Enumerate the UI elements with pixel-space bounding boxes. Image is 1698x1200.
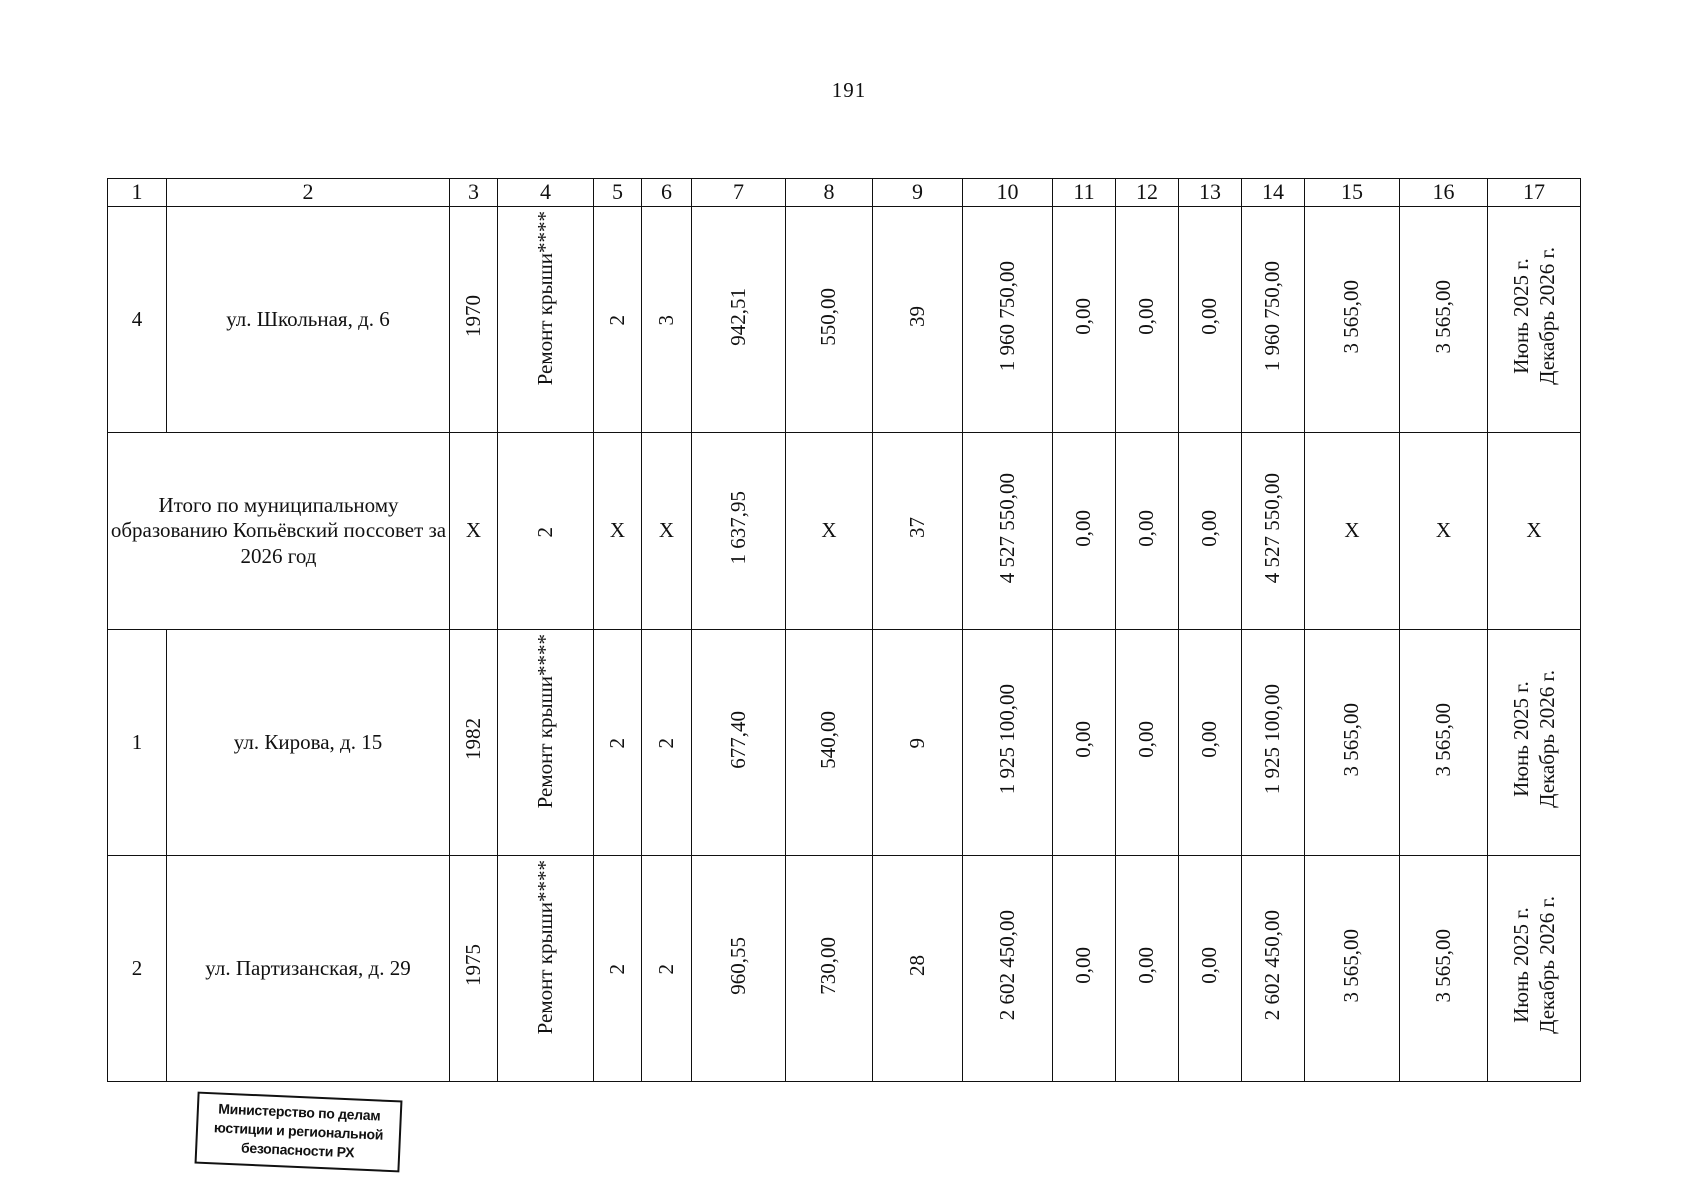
col-header: 15 [1305,179,1400,207]
col-header: 2 [167,179,450,207]
cell-c5: 2 [594,207,642,433]
period-end: Декабрь 2026 г. [1535,670,1559,809]
cell-c7: 677,40 [692,630,786,856]
cell-c6: 3 [642,207,692,433]
cell-c7: 960,55 [692,856,786,1082]
ministry-stamp [195,1092,403,1173]
cell-c11: 0,00 [1053,856,1116,1082]
period-end: Декабрь 2026 г. [1535,896,1559,1035]
repair-period [1488,856,1581,1082]
row-number: 1 [108,630,167,856]
cell-c12: 0,00 [1116,856,1179,1082]
cell-c11: 0,00 [1053,207,1116,433]
total-label: Итого по муниципальному образованию Копьёвский поссовет за 2026 год [108,433,450,630]
table-row [108,630,1581,856]
total-c16: X [1400,433,1488,630]
col-header: 7 [692,179,786,207]
build-year: 1982 [450,630,498,856]
col-header: 8 [786,179,873,207]
col-header: 5 [594,179,642,207]
cell-c16: 3 565,00 [1400,630,1488,856]
stamp-line: безопасности РХ [240,1139,355,1161]
total-c9: 37 [873,433,963,630]
cell-c16: 3 565,00 [1400,207,1488,433]
page-number: 191 [831,78,867,102]
cell-c13: 0,00 [1179,856,1242,1082]
cell-c13: 0,00 [1179,207,1242,433]
cell-c6: 2 [642,856,692,1082]
col-header: 12 [1116,179,1179,207]
total-c7: 1 637,95 [692,433,786,630]
work-type: Ремонт крыши**** [498,630,594,856]
total-c4: 2 [498,433,594,630]
cell-c6: 2 [642,630,692,856]
col-header: 14 [1242,179,1305,207]
total-row [108,433,1581,630]
repair-period [1488,207,1581,433]
col-header: 16 [1400,179,1488,207]
period-start: Июнь 2025 г. [1509,258,1533,375]
col-header: 6 [642,179,692,207]
col-header: 10 [963,179,1053,207]
stamp-line: юстиции и региональной [213,1119,384,1143]
cell-c14: 1 960 750,00 [1242,207,1305,433]
cell-c5: 2 [594,856,642,1082]
total-c11: 0,00 [1053,433,1116,630]
cell-c15: 3 565,00 [1305,207,1400,433]
cell-c10: 1 925 100,00 [963,630,1053,856]
cell-c15: 3 565,00 [1305,856,1400,1082]
col-header: 11 [1053,179,1116,207]
cell-c14: 1 925 100,00 [1242,630,1305,856]
cell-c13: 0,00 [1179,630,1242,856]
cell-c8: 550,00 [786,207,873,433]
col-header: 17 [1488,179,1581,207]
stamp-line: Министерство по делам [218,1100,381,1124]
period-start: Июнь 2025 г. [1509,907,1533,1024]
total-c13: 0,00 [1179,433,1242,630]
cell-c16: 3 565,00 [1400,856,1488,1082]
total-c10: 4 527 550,00 [963,433,1053,630]
column-number-row [108,179,1581,207]
cell-c10: 1 960 750,00 [963,207,1053,433]
cell-c5: 2 [594,630,642,856]
col-header: 4 [498,179,594,207]
period-end: Декабрь 2026 г. [1535,247,1559,386]
total-c12: 0,00 [1116,433,1179,630]
cell-c9: 9 [873,630,963,856]
total-c17: X [1488,433,1581,630]
total-c15: X [1305,433,1400,630]
work-type: Ремонт крыши**** [498,207,594,433]
building-address: ул. Кирова, д. 15 [167,630,450,856]
cell-c11: 0,00 [1053,630,1116,856]
total-c6: X [642,433,692,630]
repair-period [1488,630,1581,856]
row-number: 4 [108,207,167,433]
total-c3: X [450,433,498,630]
repair-program-table [107,178,1581,1082]
table-row [108,207,1581,433]
col-header: 9 [873,179,963,207]
cell-c7: 942,51 [692,207,786,433]
cell-c8: 730,00 [786,856,873,1082]
cell-c8: 540,00 [786,630,873,856]
row-number: 2 [108,856,167,1082]
cell-c15: 3 565,00 [1305,630,1400,856]
col-header: 3 [450,179,498,207]
total-c8: X [786,433,873,630]
period-start: Июнь 2025 г. [1509,681,1533,798]
cell-c12: 0,00 [1116,207,1179,433]
col-header: 1 [108,179,167,207]
building-address: ул. Партизанская, д. 29 [167,856,450,1082]
cell-c10: 2 602 450,00 [963,856,1053,1082]
col-header: 13 [1179,179,1242,207]
build-year: 1970 [450,207,498,433]
total-c14: 4 527 550,00 [1242,433,1305,630]
table-row [108,856,1581,1082]
cell-c14: 2 602 450,00 [1242,856,1305,1082]
cell-c9: 28 [873,856,963,1082]
work-type: Ремонт крыши**** [498,856,594,1082]
cell-c12: 0,00 [1116,630,1179,856]
total-c5: X [594,433,642,630]
building-address: ул. Школьная, д. 6 [167,207,450,433]
build-year: 1975 [450,856,498,1082]
cell-c9: 39 [873,207,963,433]
